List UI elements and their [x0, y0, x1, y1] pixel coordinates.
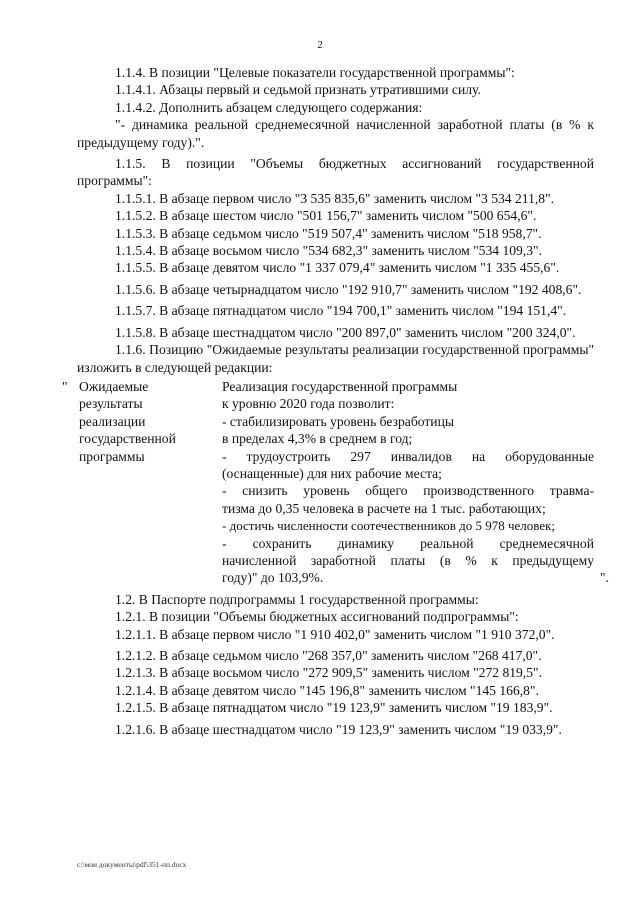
paragraph: 1.2.1.6. В абзаце шестнадцатом число "19 123,9" заменить числом "19 033,9". [115, 721, 562, 737]
table-content-line: (оснащенные) для них рабочие места; [222, 465, 442, 481]
amendments-bottom [77, 591, 594, 738]
table-label-line: программы [79, 448, 145, 464]
paragraph: 1.1.5.8. В абзаце шестнадцатом число "200 897,0" заменить числом "200 324,0". [115, 324, 576, 340]
table-label-line: государственной [79, 431, 176, 447]
table-label-line: результаты [79, 396, 143, 412]
paragraph: 1.1.5.4. В абзаце восьмом число "534 682,3" заменить числом "534 109,3". [115, 243, 543, 259]
table-content-line: - сохранить динамику реальной среднемесячной [222, 535, 594, 551]
table-content-line: начисленной заработной платы (в % к предыдущему [222, 552, 594, 568]
table-content-line: году)" до 103,9%. [222, 570, 324, 586]
table-label-line: реализации [79, 413, 146, 429]
paragraph: 1.2.1.1. В абзаце первом число "1 910 402,0" заменить числом "1 910 372,0". [115, 626, 555, 642]
paragraph: 1.1.5.7. В абзаце пятнадцатом число "194 700,1" заменить числом "194 151,4". [115, 303, 567, 319]
document-body [62, 64, 609, 738]
table-content-line: - достичь численности соотечественников до 5 978 человек; [222, 518, 556, 534]
table-content-line: - трудоустроить 297 инвалидов на оборудованные [222, 448, 594, 464]
table-label-cell [77, 378, 222, 587]
quote-open: " [62, 378, 68, 394]
paragraph: 1.1.4.1. Абзацы первый и седьмой признать утратившими силу. [115, 82, 481, 98]
paragraph: 1.1.4.2. Дополнить абзацем следующего содержания: [115, 99, 423, 115]
paragraph: 1.2.1. В позиции "Объемы бюджетных ассигнований подпрограммы": [115, 609, 519, 625]
file-path-footer: c:\мои документы\pdf\351-пп.docx [77, 860, 187, 869]
paragraph: 1.1.4. В позиции "Целевые показатели государственной программы": [115, 65, 515, 80]
table-content-line: в пределах 4,3% в среднем в год; [222, 431, 413, 447]
table-label-line: Ожидаемые [79, 378, 149, 394]
paragraph: 1.2.1.3. В абзаце восьмом число "272 909,5" заменить числом "272 819,5". [115, 665, 543, 681]
paragraph: "- динамика реальной среднемесячной начисленной заработной платы (в % к предыдущему году).". [77, 117, 594, 150]
paragraph: 1.2.1.4. В абзаце девятом число "145 196,8" заменить числом "145 166,8". [115, 682, 539, 698]
paragraph: 1.1.5.3. В абзаце седьмом число "519 507,4" заменить числом "518 958,7". [115, 225, 542, 241]
table-content-line: - стабилизировать уровень безработицы [222, 413, 454, 429]
table-content-cell [222, 378, 594, 587]
paragraph: 1.2.1.5. В абзаце пятнадцатом число "19 123,9" заменить числом "19 183,9". [115, 700, 553, 716]
table-content-line: - снизить уровень общего производственного травма- [222, 483, 594, 499]
paragraph: 1.1.5.6. В абзаце четырнадцатом число "192 910,7" заменить числом "192 408,6". [115, 281, 582, 297]
paragraph: 1.1.5. В позиции "Объемы бюджетных ассигнований государственной программы": [77, 156, 594, 189]
page-number: 2 [317, 39, 323, 51]
paragraph: 1.1.6. Позицию "Ожидаемые результаты реализации государственной программы" изложить в следующей редакции: [77, 342, 594, 375]
paragraph: 1.2.1.2. В абзаце седьмом число "268 357,0" заменить числом "268 417,0". [115, 648, 542, 663]
paragraph: 1.1.5.1. В абзаце первом число "3 535 835,6" заменить числом "3 534 211,8". [115, 190, 555, 206]
table-content-line: к уровню 2020 года позволит: [222, 396, 395, 412]
paragraph: 1.1.5.5. В абзаце девятом число "1 337 079,4" заменить числом "1 335 455,6". [115, 260, 560, 276]
amendments-top [77, 64, 594, 376]
paragraph: 1.2. В Паспорте подпрограммы 1 государственной программы: [115, 591, 479, 607]
table-content-line: тизма до 0,35 человека в расчете на 1 тыс. работающих; [222, 500, 546, 516]
table-content-line: Реализация государственной программы [222, 378, 458, 394]
quote-close: ". [600, 570, 609, 586]
expected-results-table [62, 378, 609, 587]
paragraph: 1.1.5.2. В абзаце шестом число "501 156,7" заменить числом "500 654,6". [115, 208, 537, 224]
